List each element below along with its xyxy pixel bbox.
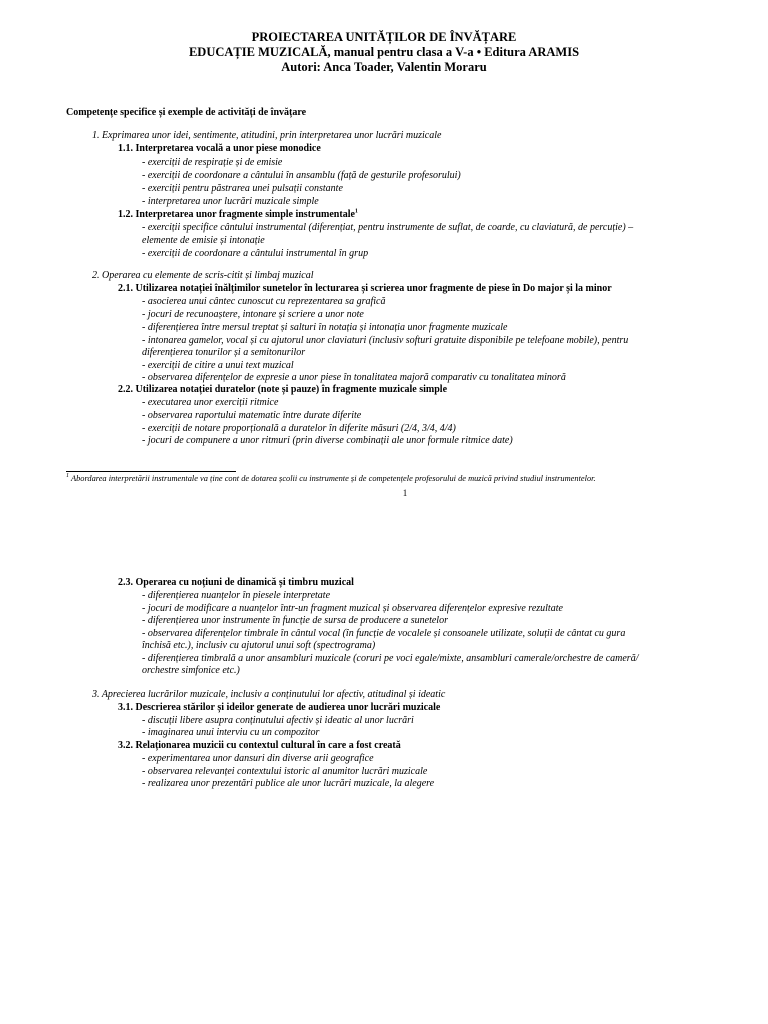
- footnote-mark: 1: [66, 473, 69, 480]
- activity-item: - discuții libere asupra conținutului afectiv și ideatic al unor lucrări: [142, 715, 414, 726]
- subcompetence-3-2-title: 3.2. Relaționarea muzicii cu contextul cultural în care a fost creată: [118, 740, 401, 751]
- header-subtitle: EDUCAȚIE MUZICALĂ, manual pentru clasa a V-a • Editura ARAMIS: [188, 45, 580, 59]
- activity-item: - exerciții de citire a unui text muzical: [142, 360, 294, 371]
- activity-item: - exerciții de coordonare a cântului instrumental în grup: [142, 248, 369, 259]
- activity-item: diferențierea tonurilor și a semitonurilor: [142, 347, 306, 358]
- subcompetence-2-1-title: 2.1. Utilizarea notației înălțimilor sunetelor în lecturarea și scrierea unor fragmente de piese în Do major și la minor: [118, 283, 612, 294]
- footnote: [66, 474, 596, 483]
- competence-1-title: 1. Exprimarea unor idei, sentimente, atitudini, prin interpretarea unor lucrări muzicale: [92, 130, 442, 141]
- activity-item: - exerciții de respirație și de emisie: [142, 157, 283, 168]
- subcompetence-3-1-title: 3.1. Descrierea stărilor și ideilor generate de audierea unor lucrări muzicale: [118, 702, 441, 713]
- competence-3-title: 3. Aprecierea lucrărilor muzicale, inclusiv a conținutului lor afectiv, atitudinal și ideatic: [92, 689, 446, 700]
- activity-item: - experimentarea unor dansuri din diverse arii geografice: [142, 753, 374, 764]
- subcompetence-1-2-title: [118, 209, 358, 221]
- activity-item: - observarea relevanței contextului istoric al anumitor lucrări muzicale: [142, 766, 428, 777]
- activity-item: - executarea unor exerciții ritmice: [142, 397, 279, 408]
- activity-item: - exerciții de notare proporțională a duratelor în diferite măsuri (2/4, 3/4, 4/4): [142, 423, 456, 434]
- header-title: PROIECTAREA UNITĂȚILOR DE ÎNVĂȚARE: [251, 30, 517, 44]
- section-title: Competențe specifice și exemple de activități de învățare: [66, 107, 307, 118]
- activity-item: elemente de emisie și intonație: [142, 235, 265, 246]
- activity-item: orchestre simfonice etc.): [142, 665, 240, 676]
- subcompetence-1-2-text: 1.2. Interpretarea unor fragmente simple instrumentale: [118, 209, 355, 220]
- document-header: [0, 30, 768, 75]
- activity-item: - diferențierea nuanțelor în piesele interpretate: [142, 590, 331, 601]
- subcompetence-1-1-title: 1.1. Interpretarea vocală a unor piese monodice: [118, 143, 321, 154]
- activity-item: - observarea diferențelor de expresie a unor piese în tonalitatea majoră comparativ cu tonalitatea minoră: [142, 372, 566, 383]
- competence-2-title: 2. Operarea cu elemente de scris-citit și limbaj muzical: [92, 270, 314, 281]
- footnote-ref: 1: [354, 208, 358, 215]
- activity-item: - exerciții de coordonare a cântului în ansamblu (față de gesturile profesorului): [142, 170, 461, 181]
- activity-item: - jocuri de recunoaștere, intonare și scriere a unor note: [142, 309, 364, 320]
- footnote-text: Abordarea interpretării instrumentale va ține cont de dotarea școlii cu instrumente și de competențele profesorului de muzică privind studiul instrumentelor.: [70, 474, 596, 483]
- footnote-divider: [66, 471, 236, 472]
- activity-item: - asocierea unui cântec cunoscut cu reprezentarea sa grafică: [142, 296, 386, 307]
- header-authors: Autori: Anca Toader, Valentin Moraru: [281, 60, 487, 74]
- activity-item: - diferențierea unor instrumente în funcție de sursa de producere a sunetelor: [142, 615, 448, 626]
- activity-item: - exerciții specifice cântului instrumental (diferențiat, pentru instrumente de suflat, de coarde, cu claviatură, de percuție) –: [142, 222, 634, 233]
- activity-item: - imaginarea unui interviu cu un compozitor: [142, 727, 320, 738]
- subcompetence-2-2-title: 2.2. Utilizarea notației duratelor (note și pauze) în fragmente muzicale simple: [118, 384, 448, 395]
- activity-item: - observarea diferențelor timbrale în cântul vocal (în funcție de vocalele și consoanele utilizate, soluții de cântat cu gura: [142, 628, 626, 639]
- activity-item: - observarea raportului matematic între durate diferite: [142, 410, 362, 421]
- activity-item: închisă etc.), inclusiv cu ajutorul unui soft (spectrograma): [142, 640, 376, 651]
- activity-item: - intonarea gamelor, vocal și cu ajutorul unor claviaturi (inclusiv softuri gratuite disponibile pe telefoane mobile), pentru: [142, 335, 629, 346]
- activity-item: - jocuri de modificare a nuanțelor într-un fragment muzical și observarea diferențelor expresive rezultate: [142, 603, 563, 614]
- activity-item: - interpretarea unor lucrări muzicale simple: [142, 196, 319, 207]
- activity-item: - diferențierea timbrală a unor ansambluri muzicale (coruri pe voci egale/mixte, ansambluri camerale/orchestre de cameră/: [142, 653, 639, 664]
- activity-item: - realizarea unor prezentări publice ale unor lucrări muzicale, la alegere: [142, 778, 435, 789]
- activity-item: - exerciții pentru păstrarea unei pulsații constante: [142, 183, 343, 194]
- subcompetence-2-3-title: 2.3. Operarea cu noțiuni de dinamică și timbru muzical: [118, 577, 354, 588]
- activity-item: - diferențierea între mersul treptat și salturi în notația și intonația unor fragmente muzicale: [142, 322, 508, 333]
- activity-item: - jocuri de compunere a unor ritmuri (prin diverse combinații ale unor formule ritmice date): [142, 435, 513, 446]
- page-number: 1: [402, 488, 408, 498]
